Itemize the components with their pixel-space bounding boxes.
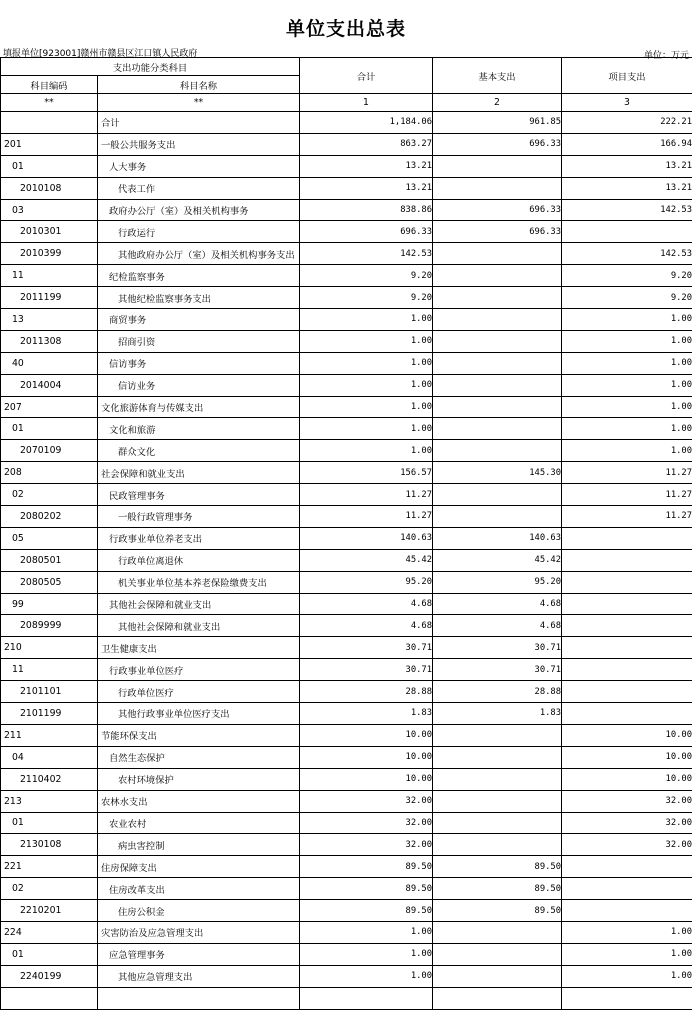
basic-amount-cell bbox=[433, 177, 562, 199]
subject-name-cell: 其他政府办公厅（室）及相关机构事务支出 bbox=[98, 243, 300, 265]
total-amount-cell: 11.27 bbox=[300, 484, 433, 506]
subject-code-cell: 40 bbox=[1, 352, 98, 374]
total-amount-cell: 30.71 bbox=[300, 637, 433, 659]
basic-amount-cell bbox=[433, 374, 562, 396]
basic-amount-cell bbox=[433, 790, 562, 812]
subject-code-cell bbox=[1, 987, 98, 1009]
table-row bbox=[1, 462, 692, 484]
basic-amount-cell bbox=[433, 746, 562, 768]
basic-amount-cell: 95.20 bbox=[433, 571, 562, 593]
total-amount-cell: 45.42 bbox=[300, 549, 433, 571]
table-row bbox=[1, 440, 692, 462]
table-row bbox=[1, 243, 692, 265]
subject-name-cell: 代表工作 bbox=[98, 177, 300, 199]
basic-amount-cell bbox=[433, 440, 562, 462]
basic-amount-cell bbox=[433, 921, 562, 943]
subject-code-cell: 2010301 bbox=[1, 221, 98, 243]
subject-name-cell: 人大事务 bbox=[98, 155, 300, 177]
table-row bbox=[1, 812, 692, 834]
subject-code-cell: 2014004 bbox=[1, 374, 98, 396]
subject-name-cell: 节能环保支出 bbox=[98, 724, 300, 746]
project-amount-cell: 1.00 bbox=[562, 374, 692, 396]
basic-amount-cell: 89.50 bbox=[433, 878, 562, 900]
total-amount-cell: 863.27 bbox=[300, 133, 433, 155]
header-project: 项目支出 bbox=[562, 58, 692, 94]
table-row bbox=[1, 943, 692, 965]
subject-name-cell: 一般公共服务支出 bbox=[98, 133, 300, 155]
subject-name-cell: 纪检监察事务 bbox=[98, 265, 300, 287]
subject-name-cell: 招商引资 bbox=[98, 330, 300, 352]
total-amount-cell: 30.71 bbox=[300, 659, 433, 681]
subject-code-cell: 208 bbox=[1, 462, 98, 484]
basic-amount-cell bbox=[433, 834, 562, 856]
subject-name-cell: 应急管理事务 bbox=[98, 943, 300, 965]
basic-amount-cell bbox=[433, 155, 562, 177]
total-amount-cell: 89.50 bbox=[300, 900, 433, 922]
basic-amount-cell bbox=[433, 506, 562, 528]
total-amount-cell: 32.00 bbox=[300, 812, 433, 834]
total-amount-cell: 4.68 bbox=[300, 593, 433, 615]
subject-code-cell: 2240199 bbox=[1, 965, 98, 987]
project-amount-cell: 166.94 bbox=[562, 133, 692, 155]
table-row bbox=[1, 506, 692, 528]
table-row bbox=[1, 221, 692, 243]
subject-code-cell: 211 bbox=[1, 724, 98, 746]
subject-code-cell: 99 bbox=[1, 593, 98, 615]
project-amount-cell: 1.00 bbox=[562, 309, 692, 331]
total-amount-cell: 28.88 bbox=[300, 681, 433, 703]
subject-name-cell: 行政运行 bbox=[98, 221, 300, 243]
subject-name-cell: 行政事业单位医疗 bbox=[98, 659, 300, 681]
subject-code-cell: 11 bbox=[1, 659, 98, 681]
basic-amount-cell bbox=[433, 965, 562, 987]
total-amount-cell: 1.00 bbox=[300, 943, 433, 965]
subject-code-cell: 224 bbox=[1, 921, 98, 943]
project-amount-cell: 13.21 bbox=[562, 155, 692, 177]
subject-name-cell: 社会保障和就业支出 bbox=[98, 462, 300, 484]
total-amount-cell: 142.53 bbox=[300, 243, 433, 265]
subject-name-cell: 行政单位离退休 bbox=[98, 549, 300, 571]
table-row bbox=[1, 856, 692, 878]
project-amount-cell: 13.21 bbox=[562, 177, 692, 199]
total-amount-cell: 156.57 bbox=[300, 462, 433, 484]
table-row bbox=[1, 593, 692, 615]
currency-unit: 单位：万元 bbox=[644, 48, 689, 61]
basic-amount-cell bbox=[433, 243, 562, 265]
subject-name-cell: 住房改革支出 bbox=[98, 878, 300, 900]
basic-amount-cell bbox=[433, 768, 562, 790]
project-amount-cell bbox=[562, 681, 692, 703]
basic-amount-cell bbox=[433, 309, 562, 331]
subject-code-cell: 13 bbox=[1, 309, 98, 331]
table-row bbox=[1, 287, 692, 309]
subject-name-cell: 其他社会保障和就业支出 bbox=[98, 593, 300, 615]
table-row bbox=[1, 484, 692, 506]
project-amount-cell: 9.20 bbox=[562, 287, 692, 309]
header-name: 科目名称 bbox=[98, 76, 300, 94]
project-amount-cell: 10.00 bbox=[562, 724, 692, 746]
total-amount-cell: 9.20 bbox=[300, 287, 433, 309]
header-total: 合计 bbox=[300, 58, 433, 94]
subject-name-cell: 行政事业单位养老支出 bbox=[98, 527, 300, 549]
project-amount-cell: 1.00 bbox=[562, 440, 692, 462]
table-row bbox=[1, 549, 692, 571]
header-code: 科目编码 bbox=[1, 76, 98, 94]
table-row bbox=[1, 724, 692, 746]
project-amount-cell: 32.00 bbox=[562, 812, 692, 834]
basic-amount-cell: 28.88 bbox=[433, 681, 562, 703]
subject-code-cell: 2101199 bbox=[1, 703, 98, 725]
basic-amount-cell: 696.33 bbox=[433, 221, 562, 243]
basic-amount-cell bbox=[433, 352, 562, 374]
subject-code-cell: 2010108 bbox=[1, 177, 98, 199]
basic-amount-cell bbox=[433, 287, 562, 309]
subject-name-cell: 住房保障支出 bbox=[98, 856, 300, 878]
total-amount-cell bbox=[300, 987, 433, 1009]
subject-code-cell: 2080501 bbox=[1, 549, 98, 571]
total-amount-cell: 1.00 bbox=[300, 440, 433, 462]
subject-name-cell: 其他社会保障和就业支出 bbox=[98, 615, 300, 637]
total-amount-cell: 1.00 bbox=[300, 965, 433, 987]
project-amount-cell bbox=[562, 703, 692, 725]
basic-amount-cell: 140.63 bbox=[433, 527, 562, 549]
table-row bbox=[1, 418, 692, 440]
subject-name-cell: 自然生态保护 bbox=[98, 746, 300, 768]
total-amount-cell: 1.00 bbox=[300, 396, 433, 418]
total-amount-cell: 838.86 bbox=[300, 199, 433, 221]
table-row bbox=[1, 768, 692, 790]
project-amount-cell: 1.00 bbox=[562, 330, 692, 352]
subject-code-cell: 207 bbox=[1, 396, 98, 418]
subject-code-cell: 2011308 bbox=[1, 330, 98, 352]
subject-name-cell: 农村环境保护 bbox=[98, 768, 300, 790]
header-row-1 bbox=[1, 58, 692, 76]
subject-name-cell: 政府办公厅（室）及相关机构事务 bbox=[98, 199, 300, 221]
table-row bbox=[1, 878, 692, 900]
subject-code-cell: 2210201 bbox=[1, 900, 98, 922]
subject-code-cell: 2011199 bbox=[1, 287, 98, 309]
project-amount-cell: 1.00 bbox=[562, 352, 692, 374]
subject-name-cell: 群众文化 bbox=[98, 440, 300, 462]
project-amount-cell: 10.00 bbox=[562, 768, 692, 790]
header-total-index: 1 bbox=[300, 94, 433, 112]
subject-code-cell: 201 bbox=[1, 133, 98, 155]
total-amount-cell: 11.27 bbox=[300, 506, 433, 528]
subject-code-cell: 2089999 bbox=[1, 615, 98, 637]
total-amount-cell: 140.63 bbox=[300, 527, 433, 549]
basic-amount-cell: 1.83 bbox=[433, 703, 562, 725]
subject-name-cell: 其他应急管理支出 bbox=[98, 965, 300, 987]
project-amount-cell: 32.00 bbox=[562, 790, 692, 812]
basic-amount-cell: 45.42 bbox=[433, 549, 562, 571]
project-amount-cell bbox=[562, 856, 692, 878]
table-row bbox=[1, 834, 692, 856]
project-amount-cell bbox=[562, 900, 692, 922]
subject-code-cell: 11 bbox=[1, 265, 98, 287]
total-amount-cell: 9.20 bbox=[300, 265, 433, 287]
table-row bbox=[1, 527, 692, 549]
header-function-group: 支出功能分类科目 bbox=[1, 58, 300, 76]
subject-code-cell bbox=[1, 112, 98, 134]
header-basic-index: 2 bbox=[433, 94, 562, 112]
total-amount-cell: 1.00 bbox=[300, 330, 433, 352]
total-amount-cell: 696.33 bbox=[300, 221, 433, 243]
basic-amount-cell: 4.68 bbox=[433, 593, 562, 615]
total-amount-cell: 10.00 bbox=[300, 746, 433, 768]
basic-amount-cell bbox=[433, 418, 562, 440]
subject-name-cell: 文化旅游体育与传媒支出 bbox=[98, 396, 300, 418]
table-row bbox=[1, 112, 692, 134]
table-row bbox=[1, 659, 692, 681]
subject-name-cell: 农业农村 bbox=[98, 812, 300, 834]
project-amount-cell: 222.21 bbox=[562, 112, 692, 134]
project-amount-cell: 11.27 bbox=[562, 462, 692, 484]
subject-code-cell: 05 bbox=[1, 527, 98, 549]
subject-code-cell: 2070109 bbox=[1, 440, 98, 462]
total-amount-cell: 13.21 bbox=[300, 177, 433, 199]
table-row bbox=[1, 681, 692, 703]
project-amount-cell bbox=[562, 593, 692, 615]
total-amount-cell: 89.50 bbox=[300, 878, 433, 900]
table-row bbox=[1, 133, 692, 155]
total-amount-cell: 13.21 bbox=[300, 155, 433, 177]
header-code-mark: ** bbox=[1, 94, 98, 112]
basic-amount-cell: 89.50 bbox=[433, 856, 562, 878]
project-amount-cell bbox=[562, 637, 692, 659]
subject-code-cell: 213 bbox=[1, 790, 98, 812]
subject-name-cell: 机关事业单位基本养老保险缴费支出 bbox=[98, 571, 300, 593]
basic-amount-cell: 696.33 bbox=[433, 133, 562, 155]
subject-code-cell: 03 bbox=[1, 199, 98, 221]
basic-amount-cell: 30.71 bbox=[433, 637, 562, 659]
table-row bbox=[1, 374, 692, 396]
basic-amount-cell bbox=[433, 396, 562, 418]
subject-name-cell: 文化和旅游 bbox=[98, 418, 300, 440]
project-amount-cell: 32.00 bbox=[562, 834, 692, 856]
project-amount-cell: 9.20 bbox=[562, 265, 692, 287]
basic-amount-cell bbox=[433, 265, 562, 287]
total-amount-cell: 1.00 bbox=[300, 418, 433, 440]
table-body bbox=[1, 112, 692, 1010]
total-amount-cell: 1.00 bbox=[300, 352, 433, 374]
subject-code-cell: 02 bbox=[1, 878, 98, 900]
subject-name-cell: 合计 bbox=[98, 112, 300, 134]
project-amount-cell bbox=[562, 987, 692, 1009]
project-amount-cell: 11.27 bbox=[562, 506, 692, 528]
project-amount-cell bbox=[562, 615, 692, 637]
table-row bbox=[1, 900, 692, 922]
subject-name-cell: 民政管理事务 bbox=[98, 484, 300, 506]
subject-code-cell: 221 bbox=[1, 856, 98, 878]
subject-code-cell: 02 bbox=[1, 484, 98, 506]
table-row bbox=[1, 177, 692, 199]
project-amount-cell bbox=[562, 659, 692, 681]
total-amount-cell: 1.83 bbox=[300, 703, 433, 725]
project-amount-cell: 1.00 bbox=[562, 943, 692, 965]
project-amount-cell: 1.00 bbox=[562, 921, 692, 943]
project-amount-cell: 10.00 bbox=[562, 746, 692, 768]
subject-name-cell: 商贸事务 bbox=[98, 309, 300, 331]
subject-code-cell: 2080202 bbox=[1, 506, 98, 528]
subject-code-cell: 210 bbox=[1, 637, 98, 659]
table-row bbox=[1, 571, 692, 593]
total-amount-cell: 1.00 bbox=[300, 374, 433, 396]
basic-amount-cell: 145.30 bbox=[433, 462, 562, 484]
subject-name-cell: 灾害防治及应急管理支出 bbox=[98, 921, 300, 943]
project-amount-cell: 142.53 bbox=[562, 243, 692, 265]
subject-code-cell: 04 bbox=[1, 746, 98, 768]
table-row bbox=[1, 921, 692, 943]
table-row bbox=[1, 396, 692, 418]
project-amount-cell: 11.27 bbox=[562, 484, 692, 506]
basic-amount-cell: 961.85 bbox=[433, 112, 562, 134]
project-amount-cell bbox=[562, 549, 692, 571]
project-amount-cell: 1.00 bbox=[562, 965, 692, 987]
subject-name-cell: 行政单位医疗 bbox=[98, 681, 300, 703]
basic-amount-cell bbox=[433, 943, 562, 965]
subject-name-cell: 其他行政事业单位医疗支出 bbox=[98, 703, 300, 725]
basic-amount-cell bbox=[433, 987, 562, 1009]
basic-amount-cell bbox=[433, 724, 562, 746]
basic-amount-cell: 696.33 bbox=[433, 199, 562, 221]
subject-name-cell: 病虫害控制 bbox=[98, 834, 300, 856]
table-row bbox=[1, 155, 692, 177]
subject-name-cell: 其他纪检监察事务支出 bbox=[98, 287, 300, 309]
subject-code-cell: 2080505 bbox=[1, 571, 98, 593]
subject-code-cell: 2010399 bbox=[1, 243, 98, 265]
table-row bbox=[1, 265, 692, 287]
project-amount-cell bbox=[562, 527, 692, 549]
basic-amount-cell bbox=[433, 330, 562, 352]
total-amount-cell: 1.00 bbox=[300, 921, 433, 943]
table-row bbox=[1, 330, 692, 352]
total-amount-cell: 10.00 bbox=[300, 768, 433, 790]
basic-amount-cell: 4.68 bbox=[433, 615, 562, 637]
table-row bbox=[1, 615, 692, 637]
total-amount-cell: 95.20 bbox=[300, 571, 433, 593]
project-amount-cell bbox=[562, 878, 692, 900]
project-amount-cell: 1.00 bbox=[562, 418, 692, 440]
header-project-index: 3 bbox=[562, 94, 692, 112]
table-row bbox=[1, 987, 692, 1009]
subject-code-cell: 01 bbox=[1, 943, 98, 965]
expenditure-table bbox=[0, 57, 692, 1010]
table-row bbox=[1, 199, 692, 221]
subject-code-cell: 2130108 bbox=[1, 834, 98, 856]
table-row bbox=[1, 790, 692, 812]
basic-amount-cell: 30.71 bbox=[433, 659, 562, 681]
subject-name-cell: 卫生健康支出 bbox=[98, 637, 300, 659]
subject-name-cell bbox=[98, 987, 300, 1009]
table-row bbox=[1, 703, 692, 725]
reporting-unit: 填报单位[923001]赣州市赣县区江口镇人民政府 bbox=[3, 46, 197, 59]
subject-name-cell: 信访业务 bbox=[98, 374, 300, 396]
subject-code-cell: 01 bbox=[1, 812, 98, 834]
total-amount-cell: 10.00 bbox=[300, 724, 433, 746]
basic-amount-cell bbox=[433, 484, 562, 506]
header-row-3 bbox=[1, 94, 692, 112]
subject-code-cell: 01 bbox=[1, 418, 98, 440]
page-title: 单位支出总表 bbox=[0, 14, 692, 41]
project-amount-cell bbox=[562, 221, 692, 243]
total-amount-cell: 32.00 bbox=[300, 790, 433, 812]
subject-code-cell: 2101101 bbox=[1, 681, 98, 703]
total-amount-cell: 4.68 bbox=[300, 615, 433, 637]
table-row bbox=[1, 352, 692, 374]
table-row bbox=[1, 965, 692, 987]
project-amount-cell: 142.53 bbox=[562, 199, 692, 221]
header-name-mark: ** bbox=[98, 94, 300, 112]
header-basic: 基本支出 bbox=[433, 58, 562, 94]
subject-code-cell: 01 bbox=[1, 155, 98, 177]
total-amount-cell: 32.00 bbox=[300, 834, 433, 856]
total-amount-cell: 89.50 bbox=[300, 856, 433, 878]
table-row bbox=[1, 309, 692, 331]
subject-name-cell: 农林水支出 bbox=[98, 790, 300, 812]
total-amount-cell: 1,184.06 bbox=[300, 112, 433, 134]
subject-name-cell: 住房公积金 bbox=[98, 900, 300, 922]
basic-amount-cell: 89.50 bbox=[433, 900, 562, 922]
basic-amount-cell bbox=[433, 812, 562, 834]
subject-code-cell: 2110402 bbox=[1, 768, 98, 790]
project-amount-cell bbox=[562, 571, 692, 593]
table-row bbox=[1, 746, 692, 768]
project-amount-cell: 1.00 bbox=[562, 396, 692, 418]
table-row bbox=[1, 637, 692, 659]
subject-name-cell: 信访事务 bbox=[98, 352, 300, 374]
subject-name-cell: 一般行政管理事务 bbox=[98, 506, 300, 528]
total-amount-cell: 1.00 bbox=[300, 309, 433, 331]
